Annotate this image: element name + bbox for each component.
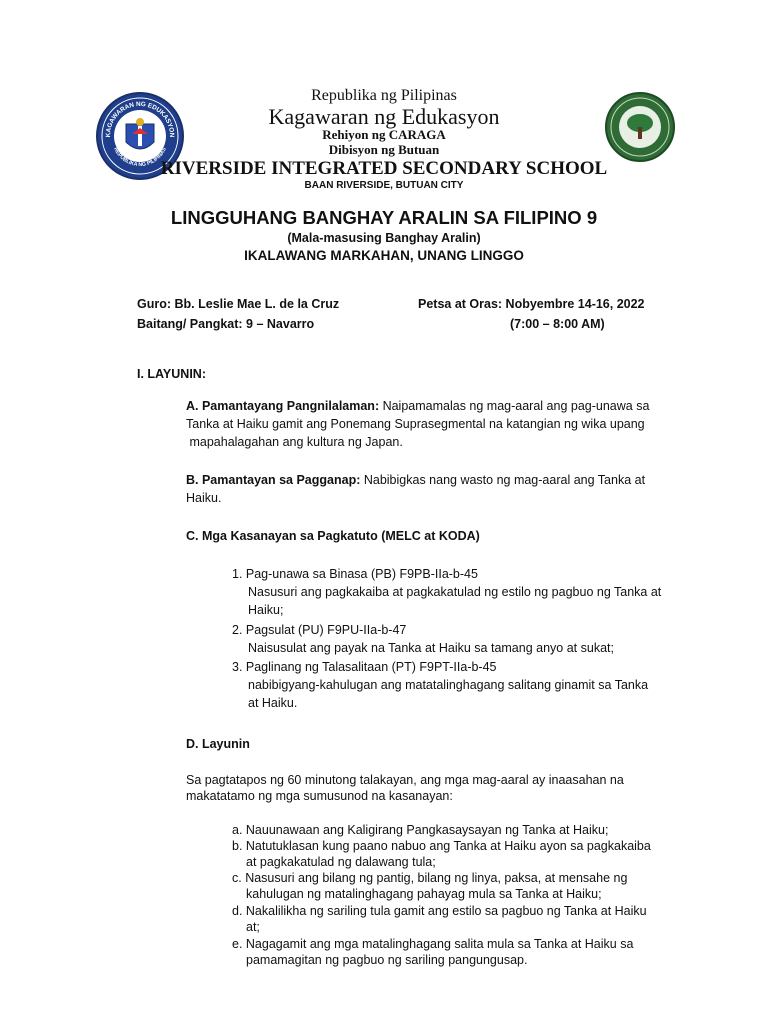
objective-item	[232, 903, 692, 935]
standard-content-line: mapahalagahan ang kultura ng Japan.	[186, 435, 403, 449]
competency-line: Nasusuri ang pagkakaiba at pagkakatulad ng estilo ng pagbuo ng Tanka at	[248, 585, 662, 599]
objective-line: e. Nagagamit ang mga matalinghagang salita mula sa Tanka at Haiku sa	[232, 937, 634, 951]
objectives-intro-line: makatatamo ng mga sumusunod na kasanayan:	[186, 789, 453, 803]
seal-text-top: KAGAWARAN NG EDUKASYON	[104, 100, 176, 138]
objective-line: kahulugan ng matalinghagang pahayag mula sa Tanka at Haiku;	[246, 887, 602, 901]
objective-line: d. Nakalilikha ng sariling tula gamit ang estilo sa pagbuo ng Tanka at Haiku	[232, 904, 647, 918]
competency-title: 3. Paglinang ng Talasalitaan (PT) F9PT-IIa-b-45	[232, 660, 497, 674]
objectives-heading: D. Layunin	[186, 737, 250, 751]
objective-line: b. Natutuklasan kung paano nabuo ang Tanka at Haiku ayon sa pagkakaiba	[232, 839, 651, 853]
performance-standard-line: Haiku.	[186, 491, 222, 505]
objective-line: at pagkakatulad ng dalawang tula;	[246, 855, 436, 869]
performance-standard	[186, 472, 706, 506]
competency-item	[232, 622, 692, 656]
standard-content-line: Naipamamalas ng mag-aaral ang pag-unawa sa	[379, 399, 650, 413]
region-line: Rehiyon ng CARAGA	[322, 127, 446, 142]
competencies-heading: C. Mga Kasanayan sa Pagkatuto (MELC at KODA)	[186, 529, 480, 543]
objectives-intro	[186, 772, 706, 804]
standard-content-label: A. Pamantayang Pangnilalaman:	[186, 399, 380, 413]
page-title: LINGGUHANG BANGHAY ARALIN SA FILIPINO 9	[170, 207, 598, 228]
objective-line: a. Nauunawaan ang Kaligirang Pangkasaysayan ng Tanka at Haiku;	[232, 823, 609, 837]
objective-line: pamamagitan ng pagbuo ng sariling pangungusap.	[246, 953, 528, 967]
competency-item	[232, 566, 692, 618]
division-line: Dibisyon ng Butuan	[328, 142, 440, 157]
competency-title: 1. Pag-unawa sa Binasa (PB) F9PB-IIa-b-45	[232, 567, 478, 581]
competency-line: Haiku;	[248, 603, 284, 617]
page-subtitle: (Mala-masusing Banghay Aralin)	[287, 231, 481, 245]
teacher-info: Guro: Bb. Leslie Mae L. de la Cruz	[137, 297, 340, 311]
objective-item	[232, 822, 692, 838]
republic-line: Republika ng Pilipinas	[311, 87, 457, 104]
department-line: Kagawaran ng Edukasyon	[268, 104, 500, 129]
grade-info: Baitang/ Pangkat: 9 – Navarro	[137, 317, 315, 331]
performance-standard-line: Nabibigkas nang wasto ng mag-aaral ang Tanka at	[360, 473, 646, 487]
competency-line: Naisusulat ang payak na Tanka at Haiku sa tamang anyo at sukat;	[248, 641, 614, 655]
objective-item	[232, 936, 692, 968]
section-heading: I. LAYUNIN:	[137, 367, 206, 381]
competency-line: at Haiku.	[248, 696, 298, 710]
competency-title: 2. Pagsulat (PU) F9PU-IIa-b-47	[232, 623, 407, 637]
objective-item	[232, 838, 692, 870]
seal-text-bottom: REPUBLIKA NG PILIPINAS	[112, 146, 168, 169]
time-info: (7:00 – 8:00 AM)	[510, 317, 605, 331]
date-info: Petsa at Oras: Nobyembre 14-16, 2022	[418, 297, 645, 311]
competency-item	[232, 659, 692, 711]
school-address: BAAN RIVERSIDE, BUTUAN CITY	[304, 180, 464, 191]
objective-line: c. Nasusuri ang bilang ng pantig, bilang ng linya, paksa, at mensahe ng	[232, 871, 628, 885]
performance-standard-label: B. Pamantayan sa Pagganap:	[186, 473, 361, 487]
objective-item	[232, 870, 692, 902]
objectives-intro-line: Sa pagtatapos ng 60 minutong talakayan, ang mga mag-aaral ay inaasahan na	[186, 773, 624, 787]
school-name: RIVERSIDE INTEGRATED SECONDARY SCHOOL	[160, 158, 608, 179]
competency-line: nabibigyang-kahulugan ang matatalinghagang salitang ginamit sa Tanka	[248, 678, 649, 692]
standard-content-line: Tanka at Haiku gamit ang Ponemang Suprasegmental na katangian ng wika upang	[186, 417, 645, 431]
objective-line: at;	[246, 920, 260, 934]
quarter-line: IKALAWANG MARKAHAN, UNANG LINGGO	[244, 248, 524, 263]
standard-content	[186, 398, 706, 450]
